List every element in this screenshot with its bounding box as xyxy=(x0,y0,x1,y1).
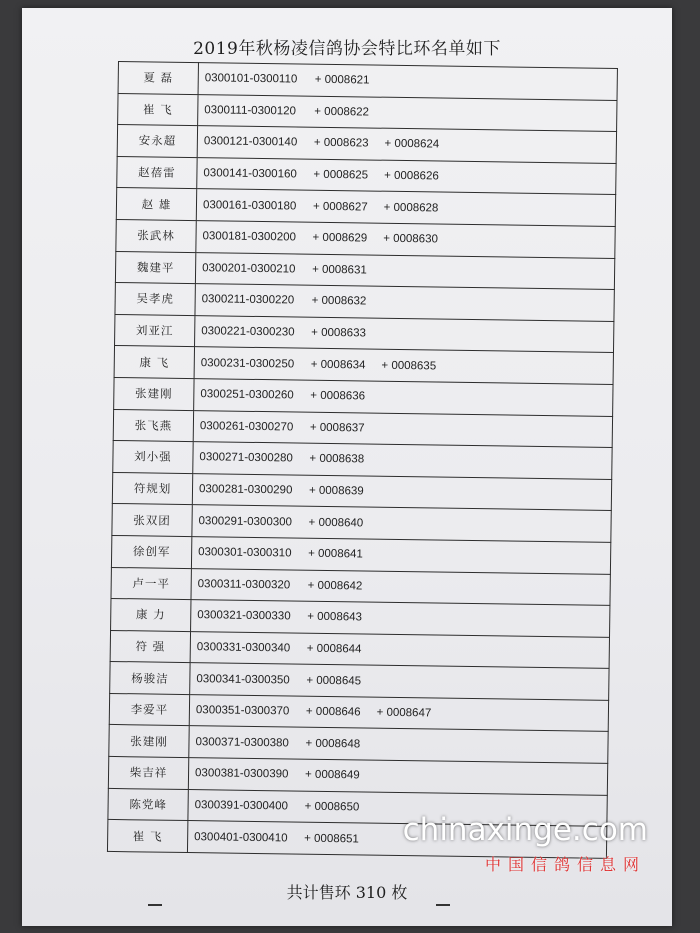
member-name: 张武林 xyxy=(116,219,196,252)
ring-range: 0300201-0300210 xyxy=(202,262,296,276)
extra-ring: + 0008623 xyxy=(313,137,369,150)
ring-range: 0300341-0300350 xyxy=(196,672,290,687)
extra-ring: + 0008650 xyxy=(304,800,360,814)
ring-range: 0300401-0300410 xyxy=(194,830,288,844)
extra-ring: + 0008621 xyxy=(314,74,370,87)
member-name: 符 强 xyxy=(110,630,190,663)
member-name: 张建刚 xyxy=(109,725,189,758)
ring-range: 0300331-0300340 xyxy=(196,641,291,655)
member-name: 刘亚江 xyxy=(115,314,195,347)
ring-range: 0300291-0300300 xyxy=(198,514,293,529)
ring-range: 0300181-0300200 xyxy=(202,230,297,244)
member-name: 夏 磊 xyxy=(118,62,198,95)
member-name: 张双团 xyxy=(112,504,192,537)
member-name: 康 飞 xyxy=(114,346,194,379)
roster-body xyxy=(107,62,617,859)
extra-ring: + 0008632 xyxy=(311,295,367,308)
extra-ring: + 0008647 xyxy=(376,706,432,720)
extra-ring: + 0008636 xyxy=(310,389,366,403)
ring-range: 0300101-0300110 xyxy=(204,72,298,86)
ring-range: 0300231-0300250 xyxy=(200,356,295,371)
extra-ring: + 0008631 xyxy=(312,263,367,277)
ring-range: 0300281-0300290 xyxy=(198,483,293,497)
member-name: 吴孝虎 xyxy=(115,283,195,316)
extra-ring: + 0008642 xyxy=(307,579,363,593)
page-title: 2019年秋杨凌信鸽协会特比环名单如下 xyxy=(193,39,501,59)
ring-range: 0300351-0300370 xyxy=(195,704,290,718)
extra-ring: + 0008640 xyxy=(308,516,364,530)
ring-range: 0300301-0300310 xyxy=(198,546,292,560)
member-name: 陈党峰 xyxy=(108,788,188,821)
member-name: 魏建平 xyxy=(115,251,195,284)
watermark-site: chinaxinge.com xyxy=(402,812,648,848)
member-name: 张飞燕 xyxy=(113,409,193,442)
ring-roster-table xyxy=(107,61,618,859)
ring-range: 0300311-0300320 xyxy=(197,577,291,592)
extra-ring: + 0008646 xyxy=(305,705,361,719)
ring-range: 0300211-0300220 xyxy=(201,293,295,307)
extra-ring: + 0008649 xyxy=(304,769,360,782)
extra-ring: + 0008624 xyxy=(384,138,440,151)
ring-range: 0300261-0300270 xyxy=(199,420,294,434)
member-name: 符规划 xyxy=(112,472,192,505)
extra-ring: + 0008626 xyxy=(384,169,439,183)
member-name: 李爱平 xyxy=(109,693,189,726)
extra-ring: + 0008643 xyxy=(307,611,363,624)
ring-range: 0300321-0300330 xyxy=(197,609,291,623)
total-sold: 共计售环 310 枚 xyxy=(286,883,408,902)
extra-ring: + 0008641 xyxy=(308,547,363,561)
extra-ring: + 0008644 xyxy=(306,642,362,656)
member-name: 赵 雄 xyxy=(116,188,196,221)
extra-ring: + 0008633 xyxy=(311,326,366,340)
extra-ring: + 0008651 xyxy=(304,832,359,845)
ring-range: 0300111-0300120 xyxy=(204,104,297,118)
ring-range: 0300271-0300280 xyxy=(199,451,293,465)
extra-ring: + 0008630 xyxy=(383,232,438,246)
extra-ring: + 0008645 xyxy=(306,674,362,688)
member-name: 柴吉祥 xyxy=(108,757,188,790)
extra-ring: + 0008634 xyxy=(310,358,366,372)
left-dash xyxy=(148,904,162,906)
ring-range: 0300141-0300160 xyxy=(203,167,297,181)
member-name: 刘小强 xyxy=(113,441,193,474)
extra-ring: + 0008625 xyxy=(313,168,369,182)
member-name: 张建刚 xyxy=(114,377,194,410)
ring-range: 0300161-0300180 xyxy=(202,198,297,213)
ring-range: 0300221-0300230 xyxy=(201,325,295,339)
extra-ring: + 0008622 xyxy=(314,105,370,119)
member-name: 崔 飞 xyxy=(118,93,198,126)
member-name: 卢一平 xyxy=(111,567,191,600)
ring-range: 0300371-0300380 xyxy=(195,735,289,750)
watermark-subtitle: 中国信鸽信息网 xyxy=(484,855,646,874)
ring-range: 0300121-0300140 xyxy=(203,135,298,149)
ring-range: 0300251-0300260 xyxy=(200,388,294,402)
member-name: 杨骏洁 xyxy=(110,662,190,695)
member-name: 崔 飞 xyxy=(107,820,187,853)
extra-ring: + 0008639 xyxy=(308,484,364,498)
member-name: 徐创军 xyxy=(111,535,191,568)
extra-ring: + 0008628 xyxy=(383,201,439,215)
extra-ring: + 0008627 xyxy=(312,200,368,214)
paper-sheet xyxy=(22,8,672,926)
member-name: 赵蓓雷 xyxy=(117,156,197,189)
extra-ring: + 0008648 xyxy=(305,737,361,751)
extra-ring: + 0008637 xyxy=(309,421,365,435)
member-name: 康 力 xyxy=(111,599,191,632)
ring-range: 0300381-0300390 xyxy=(194,767,289,781)
extra-ring: + 0008638 xyxy=(309,453,365,466)
right-dash xyxy=(436,904,450,906)
extra-ring: + 0008629 xyxy=(312,231,368,245)
extra-ring: + 0008635 xyxy=(381,359,437,373)
ring-range: 0300391-0300400 xyxy=(194,799,289,813)
member-name: 安永超 xyxy=(117,125,197,158)
